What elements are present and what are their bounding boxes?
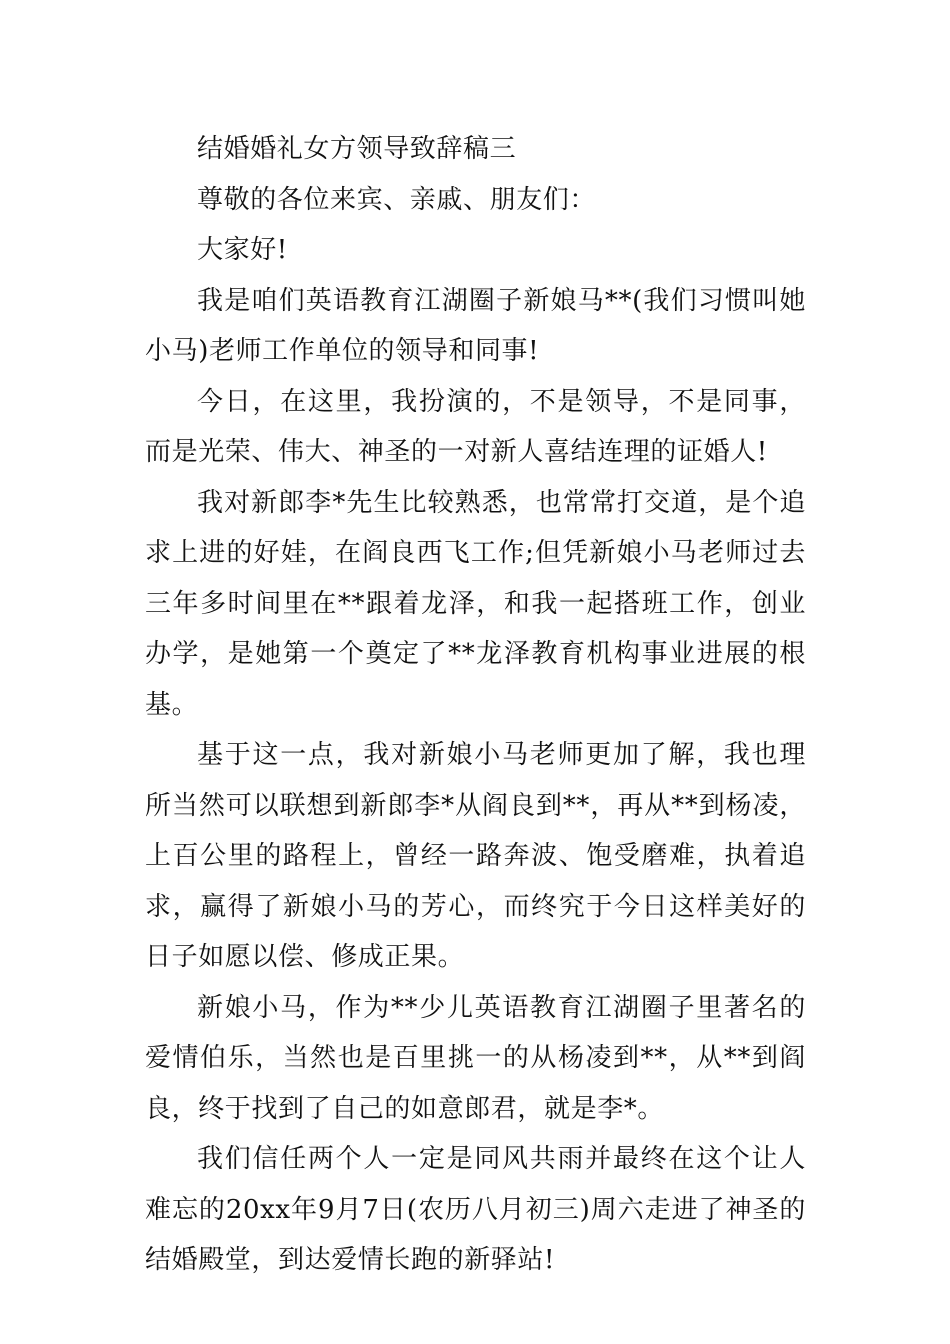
paragraph: 基于这一点，我对新娘小马老师更加了解，我也理所当然可以联想到新郎李*从阎良到**，再从**到杨凌，上百公里的路程上，曾经一路奔波、饱受磨难，执着追求，赢得了新娘小马的芳心，而终究于今日这样美好的日子如愿以偿、修成正果。 [145, 740, 806, 972]
document-title: 结婚婚礼女方领导致辞稿三 [197, 134, 517, 164]
paragraph: 我们信任两个人一定是同风共雨并最终在这个让人难忘的20xx年9月7日(农历八月初三)周六走进了神圣的结婚殿堂，到达爱情长跑的新驿站! [145, 1144, 806, 1275]
salutation: 尊敬的各位来宾、亲戚、朋友们： [197, 184, 597, 215]
greeting: 大家好! [197, 235, 288, 265]
paragraph: 我对新郎李*先生比较熟悉，也常常打交道，是个追求上进的好娃，在阎良西飞工作;但凭新娘小马老师过去三年多时间里在**跟着龙泽，和我一起搭班工作，创业办学，是她第一个奠定了**龙泽教育机构事业进展的根基。 [145, 487, 806, 720]
paragraph: 我是咱们英语教育江湖圈子新娘马**(我们习惯叫她小马)老师工作单位的领导和同事! [145, 285, 806, 366]
paragraph: 今日，在这里，我扮演的，不是领导，不是同事，而是光荣、伟大、神圣的一对新人喜结连理的证婚人! [145, 386, 806, 467]
paragraph: 新娘小马，作为**少儿英语教育江湖圈子里著名的爱情伯乐，当然也是百里挑一的从杨凌到**，从**到阎良，终于找到了自己的如意郎君，就是李*。 [145, 992, 806, 1124]
